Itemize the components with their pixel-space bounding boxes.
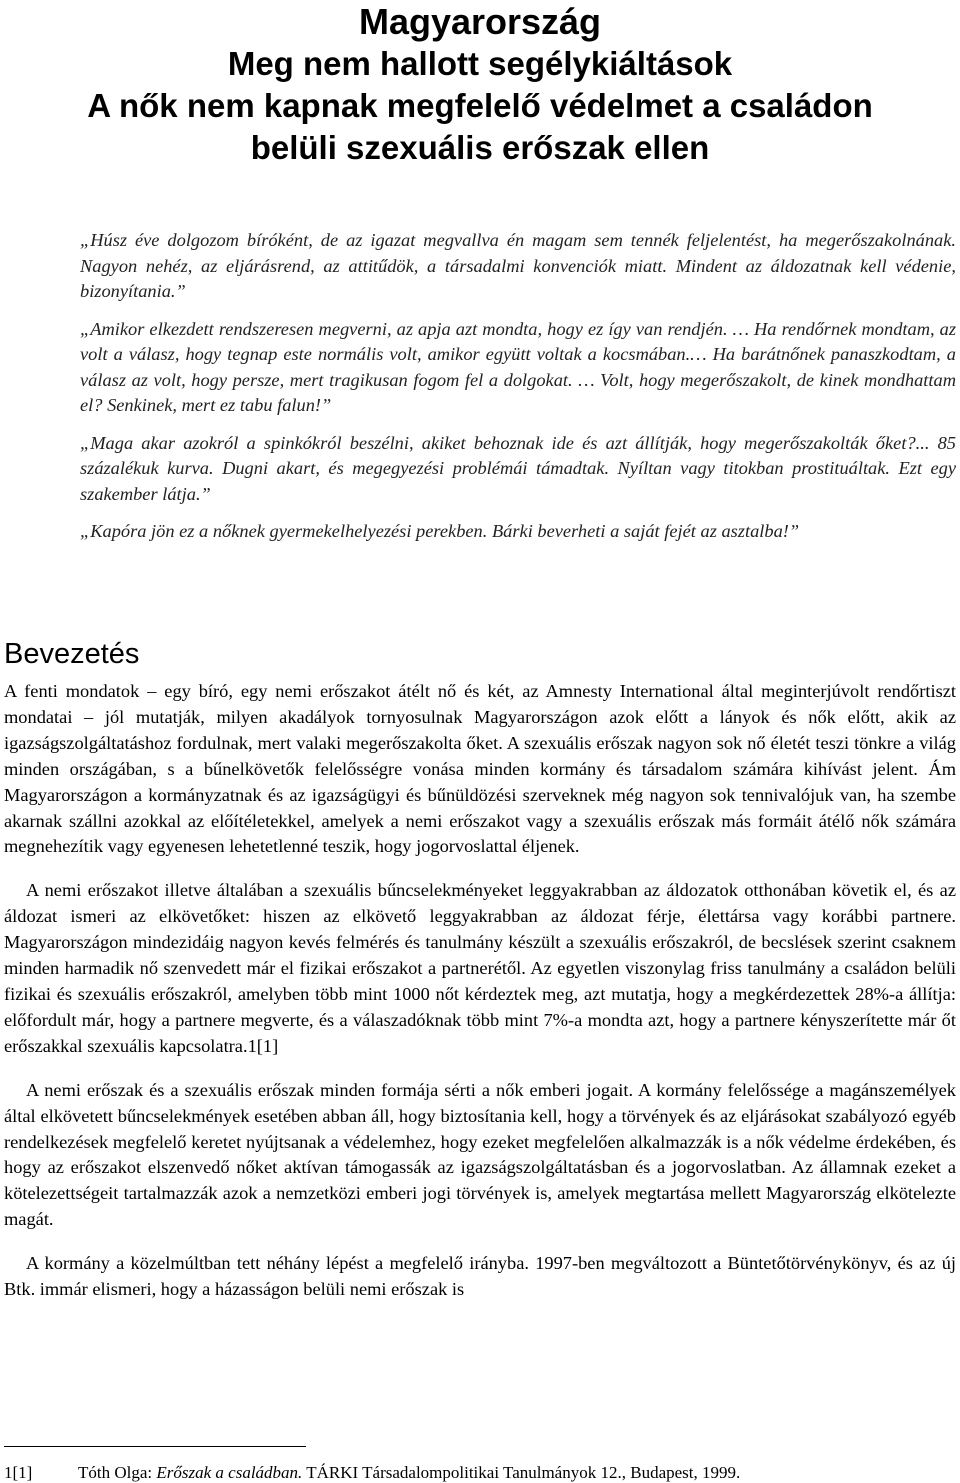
quote-victim: „Amikor elkezdett rendszeresen megverni, az apja azt mondta, hogy ez így van rendjén. … Ha rendőrnek mondtam, az volt a válasz, hogy tegnap este normális volt, amikor együtt voltak a kocsmában.… Ha barátnőnek panaszkodtam, a válasz az volt, hogy persze, mert tragikusan fogom fel a dolgokat. … Volt, hogy megerőszakolt, de kinek mondhattam el? Senkinek, mert ez tabu falun!” [80, 318, 956, 415]
subtitle-line-1: A nők nem kapnak megfelelő védelmet a családon [87, 87, 873, 124]
quote-judge: „Húsz éve dolgozom bíróként, de az igazat megvallva én magam sem tennék feljelentést, ha megerőszakolnának. Nagyon nehéz, az eljárásrend, az attitűdök, a társadalmi konvenciók miatt. Mindent az áldozatnak kell védenie, bizonyítania.” [80, 230, 956, 301]
paragraph-1: A fenti mondatok – egy bíró, egy nemi erőszakot átélt nő és két, az Amnesty International által meginterjúvolt rendőrtiszt mondatai – jól mutatják, milyen akadályok tornyosulnak Magyarországon azok előtt a lányok és nők előtt, akik az igazságszolgáltatáshoz fordulnak, mert valaki megerőszakolta őket. A szexuális erőszak nagyon sok nő életét teszi tönkre a világ minden országában, s a bűnelkövetők felelősségre vonása minden kormány és társadalom számára kihívást jelent. Ám Magyarországon a kormányzatnak és az igazságügyi és bűnüldözési szerveknek még nagyon sok tennivalójuk van, ha szembe akarnak szállni azokkal az előítéletekkel, amelyek a nemi erőszakot vagy a szexuális erőszak más formáit átélő nők számára megnehezítik vagy egyenesen lehetetlenné teszik, hogy jogorvoslattal éljenek. [4, 681, 956, 857]
main-title: Meg nem hallott segélykiáltások [227, 45, 733, 82]
footnote-work-title: Erőszak a családban. [156, 1463, 303, 1482]
footnote-divider [4, 1446, 306, 1447]
quote-police-officer-2: „Kapóra jön ez a nőknek gyermekelhelyezési perekben. Bárki beverheti a saját fejét az asztalba!” [80, 521, 800, 541]
quote-police-officer-1: „Maga akar azokról a spinkókról beszélni, akiket behoznak ide és azt állítják, hogy megerőszakolták őket?... 85 százalékuk kurva. Dugni akart, és megegyezési problémái támadtak. Nyíltan vagy titokban prostituáltak. Ezt egy szakember látja.” [80, 432, 956, 504]
subtitle-line-2: belüli szexuális erőszak ellen [250, 129, 710, 166]
footnote [4, 1463, 956, 1483]
footnote-number: 1[1] [4, 1463, 33, 1482]
footnote-source: TÁRKI Társadalompolitikai Tanulmányok 12., Budapest, 1999. [306, 1463, 741, 1482]
footnote-author: Tóth Olga: [78, 1463, 153, 1482]
paragraph-4: A kormány a közelmúltban tett néhány lépést a megfelelő irányba. 1997-ben megváltozott a Büntetőtörvénykönyv, és az új Btk. immár elismeri, hogy a házasságon belüli nemi erőszak is [4, 1253, 956, 1300]
section-heading-introduction: Bevezetés [4, 638, 140, 670]
paragraph-2: A nemi erőszakot illetve általában a szexuális bűncselekményeket leggyakrabban az áldozatok otthonában követik el, és az áldozat ismeri az elkövetőket: hiszen az elkövető leggyakrabban az áldozat férje, élettársa vagy korábbi partnere. Magyarországon mindezidáig nagyon kevés felmérés és tanulmány készült a szexuális erőszakról, de becslések szerint csaknem minden harmadik nő szenvedett már el fizikai erőszakot a partnerétől. Az egyetlen viszonylag friss tanulmány a családon belüli fizikai és szexuális erőszakról, amelyben több mint 1000 nőt kérdeztek meg, azt mutatja, hogy a megkérdezettek 28%-a állítja: előfordult már, hogy a partnere megverte, és a válaszadóknak több mint 7%-a mondta azt, hogy a partnere kényszerítette már őt erőszakkal szexuális kapcsolatra.1[1] [4, 880, 956, 1056]
body-text [4, 679, 956, 1321]
quotes-block [80, 228, 956, 545]
country-title: Magyarország [358, 1, 602, 42]
paragraph-3: A nemi erőszak és a szexuális erőszak minden formája sérti a nők emberi jogait. A kormány felelőssége a magánszemélyek által elkövetett bűncselekmények esetében abban áll, hogy biztosítania kell, hogy a törvények és az eljárásokat szabályozó egyéb rendelkezések megfelelő keretet nyújtsanak a védelemhez, hogy ezeket megfelelően alkalmazzák is a nők védelme érdekében, és hogy az erőszakot elszenvedő nőket aktívan támogassák az igazságszolgáltatásban és a jogorvoslatban. Az államnak ezeket a kötelezettségeit tartalmazzák azok a nemzetközi emberi jogi törvények is, amelyek megtartása mellett Magyarország elkötelezte magát. [4, 1079, 956, 1230]
title-block [0, 2, 960, 169]
